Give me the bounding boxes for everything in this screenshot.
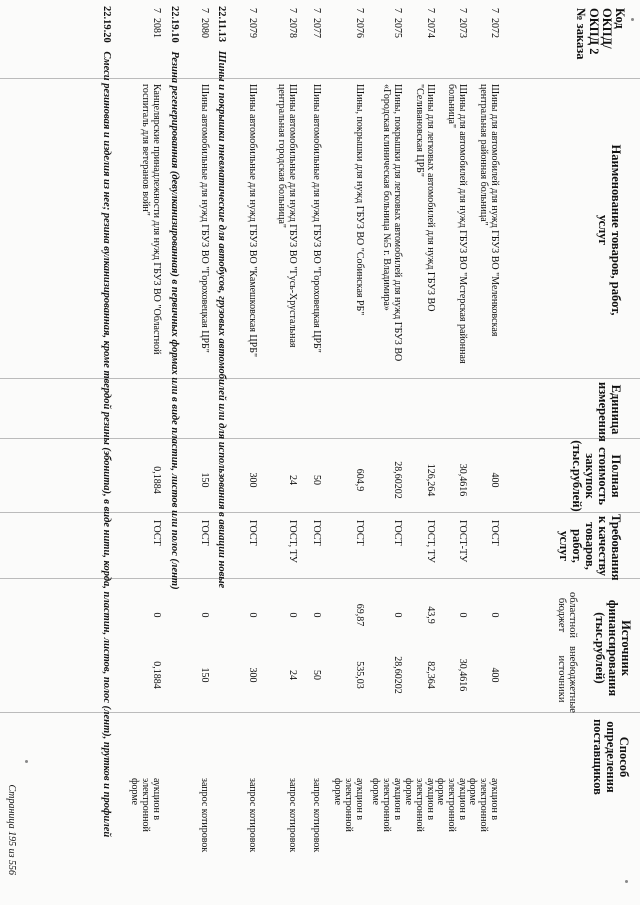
row-method: запрос котировок: [311, 778, 322, 853]
row-requirements: ГОСТ: [392, 520, 403, 546]
table-row: [122, 0, 162, 905]
table-row: [435, 0, 468, 905]
row-number: 7 2080: [199, 8, 210, 38]
row-number: 7 2076: [354, 8, 365, 38]
row-number: 7 2077: [311, 8, 322, 38]
row-cost: 300: [247, 472, 258, 488]
section-code: 22.19.10: [169, 6, 180, 43]
row-name: Канцелярские принадлежности для нужд ГБУЗ ВО "Областной госпиталь для ветеранов войн": [140, 84, 162, 355]
header-name: Наименование товаров, работ, услуг: [596, 144, 623, 316]
header-regional-budget: областной бюджет: [556, 592, 578, 638]
row-external: 24: [287, 670, 298, 680]
row-number: 7 2074: [425, 8, 436, 38]
row-name: Шины для автомобилей для нужд ГБУЗ ВО "Меленковская центральная районная больница": [478, 84, 500, 337]
row-requirements: ГОСТ: [311, 520, 322, 546]
row-method: запрос котировок: [199, 778, 210, 853]
row-method: аукцион в электронной форме: [129, 778, 162, 832]
row-requirements: ГОСТ, ТУ: [287, 520, 298, 563]
row-name: Шины автомобильные для нужд ГБУЗ ВО "Камешковская ЦРБ": [247, 84, 258, 358]
row-external: 28,60202: [392, 656, 403, 694]
table-row: [232, 0, 258, 905]
row-external: 50: [311, 670, 322, 680]
row-name: Шины для легковых автомобилей для нужд ГБУЗ ВО "Селивановская ЦРБ": [414, 84, 436, 312]
row-method: аукцион в электронной форме: [403, 778, 436, 832]
table-row: [467, 0, 500, 905]
row-name: Шины автомобильные для нужд ГБУЗ ВО "Гусь-Хрустальная центральная городская больница": [276, 84, 298, 348]
header-requirements: Требования к качеству товаров, работ, услуг: [557, 514, 623, 581]
table-row: [300, 0, 322, 905]
header-funding: Источник финансирования (тыс.рублей): [593, 599, 633, 697]
header-code-line: ОКПД 2: [587, 8, 601, 55]
row-cost: 126,264: [425, 463, 436, 497]
table-row: [404, 0, 436, 905]
row-requirements: ГОСТ, ТУ: [425, 520, 436, 563]
row-cost: 28,60202: [392, 461, 403, 499]
row-external: 535,03: [354, 661, 365, 689]
row-regional: 0: [392, 612, 403, 618]
row-external: 0,1884: [151, 661, 162, 689]
scan-speck: [631, 18, 634, 21]
row-regional: 0: [247, 612, 258, 618]
row-external: 82,364: [425, 661, 436, 689]
section-title: Резина регенерированная (девулканизированная) в первичных формах или в виде пластин, листов или полос (лент): [169, 51, 180, 590]
row-regional: 0: [489, 612, 500, 618]
row-external: 300: [247, 667, 258, 683]
row-method: аукцион в электронной форме: [332, 778, 365, 832]
row-regional: 43,9: [425, 606, 436, 624]
section-title: Шины и покрышки пневматические для автобусов, грузовых автомобилей или для использования в авиации новые: [216, 50, 227, 589]
row-requirements: ГОСТ: [199, 520, 210, 546]
table-row: [260, 0, 298, 905]
row-name: Шины, покрышки для нужд ГБУЗ ВО "Собинская РБ": [354, 84, 365, 316]
header-cost: Полная стоимость закупок (тыс.рублей): [570, 440, 623, 512]
row-cost: 0,1884: [151, 466, 162, 494]
row-method: запрос котировок: [287, 778, 298, 853]
header-external-sources: внебюджетные источники: [556, 646, 578, 713]
row-number: 7 2073: [457, 8, 468, 38]
header-code-line: ОКПД/: [600, 8, 614, 49]
row-number: 7 2079: [247, 8, 258, 38]
scan-speck: [625, 880, 628, 883]
row-number: 7 2075: [392, 8, 403, 38]
row-cost: 50: [311, 475, 322, 485]
header-code: [574, 8, 626, 74]
table-row: [325, 0, 365, 905]
row-requirements: ГОСТ-ТУ: [457, 520, 468, 563]
row-requirements: ГОСТ: [151, 520, 162, 546]
row-requirements: ГОСТ: [489, 520, 500, 546]
row-external: 150: [199, 667, 210, 683]
scan-speck: [25, 760, 28, 763]
row-external: 400: [489, 667, 500, 683]
section-heading: [216, 6, 228, 886]
section-code: 22.19.20: [101, 6, 112, 43]
row-method: аукцион в электронной форме: [435, 778, 468, 832]
row-requirements: ГОСТ: [247, 520, 258, 546]
row-name: Шины, покрышки для легковых автомобилей для нужд ГБУЗ ВО «Городская клиническая больница №5 г. Владимира»: [381, 84, 403, 362]
row-cost: 30,4616: [457, 463, 468, 497]
table-row: [367, 0, 403, 905]
row-external: 30,4616: [457, 658, 468, 692]
page-footer: Страница 195 из 556: [6, 784, 17, 875]
row-requirements: ГОСТ: [354, 520, 365, 546]
row-regional: 0: [199, 612, 210, 618]
row-regional: 0: [311, 612, 322, 618]
row-number: 7 2072: [489, 8, 500, 38]
section-heading: [101, 6, 113, 886]
table-row: [190, 0, 210, 905]
row-number: 7 2078: [287, 8, 298, 38]
row-regional: 0: [287, 612, 298, 618]
row-cost: 24: [287, 475, 298, 485]
row-method: запрос котировок: [247, 778, 258, 853]
row-number: 7 2081: [151, 8, 162, 38]
row-regional: 0: [151, 612, 162, 618]
section-heading: [169, 6, 181, 886]
section-title: Смеси резиновая и изделия из нее; резина вулканизированная, кроме твердой резины (эбонита), в виде нити, корда, пластин, листов, полос (лент), прутков и профилей: [101, 51, 112, 838]
section-code: 22.11.13: [216, 6, 227, 43]
row-cost: 400: [489, 472, 500, 488]
row-method: аукцион в электронной форме: [467, 778, 500, 832]
row-cost: 150: [199, 472, 210, 488]
row-name: Шины для автомобилей для нужд ГБУЗ ВО "Мстерская районная больница": [446, 84, 468, 364]
header-code-line: № заказа: [574, 8, 588, 60]
row-method: аукцион в электронной форме: [370, 778, 403, 832]
row-regional: 69,87: [354, 603, 365, 627]
header-unit: Единица измерения: [596, 382, 623, 442]
table-header: [500, 0, 640, 905]
header-method: Способ определения поставщиков: [591, 719, 631, 795]
header-code-line: Код: [613, 8, 627, 29]
row-cost: 604,9: [354, 468, 365, 492]
row-name: Шины автомобильные для нужд ГБУЗ ВО "Гороховецкая ЦРБ": [311, 84, 322, 353]
row-name: Шины автомобильные для нужд ГБУЗ ВО "Гороховецкая ЦРБ": [199, 84, 210, 353]
row-regional: 0: [457, 612, 468, 618]
